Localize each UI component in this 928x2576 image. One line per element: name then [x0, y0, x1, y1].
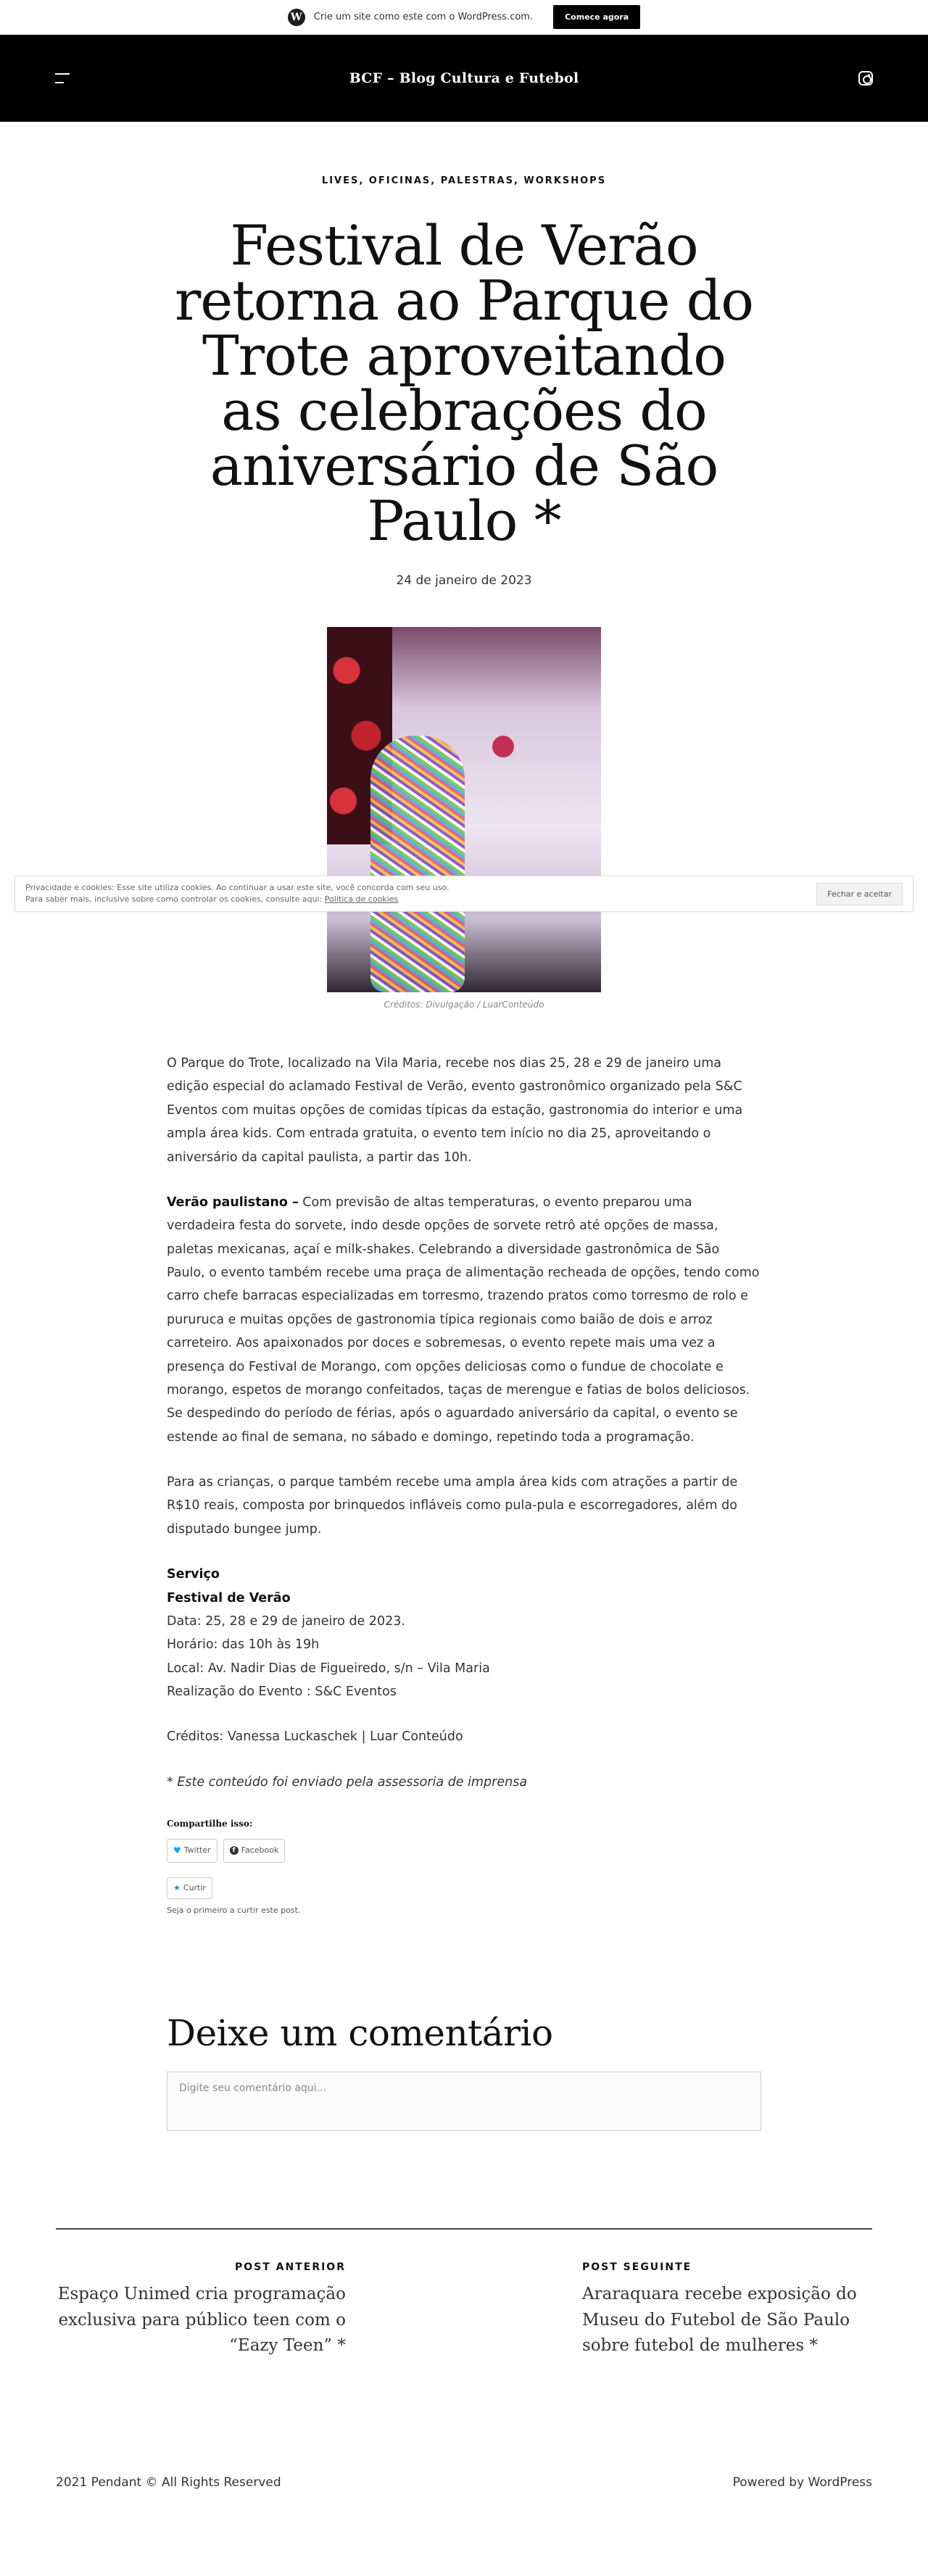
promo-text: Crie um site como este com o WordPress.com.	[313, 12, 534, 22]
comment-section-title: Deixe um comentário	[167, 2012, 553, 2055]
wordpress-promo-bar	[0, 0, 928, 35]
cookie-line-2	[25, 894, 450, 906]
share-buttons	[167, 1839, 761, 1862]
press-disclaimer: * Este conteúdo foi enviado pela assessoria de imprensa	[167, 1774, 528, 1790]
image-caption: Créditos: Divulgação / LuarConteúdo	[384, 1000, 544, 1010]
post-title: Festival de Verão retorna ao Parque do Trote aproveitando as celebrações do aniversário de São Paulo *	[174, 213, 754, 553]
hamburger-menu-icon[interactable]	[55, 73, 70, 83]
post-date[interactable]: 24 de janeiro de 2023	[396, 573, 532, 588]
article-body	[167, 1052, 761, 1918]
chef-logo-mark	[492, 736, 514, 757]
share-title: Compartilhe isso:	[167, 1819, 253, 1829]
site-header	[0, 35, 928, 122]
cookie-line-1: Privacidade e cookies: Esse site utiliza cookies. Ao continuar a usar este site, você concorda com seu uso.	[25, 882, 450, 892]
like-note: Seja o primeiro a curtir este post.	[167, 1905, 301, 1915]
service-organizer: Realização do Evento : S&C Eventos	[167, 1684, 397, 1699]
service-hours: Horário: das 10h às 19h	[167, 1637, 320, 1653]
twitter-icon: ♥	[173, 1845, 181, 1856]
service-date: Data: 25, 28 e 29 de janeiro de 2023.	[167, 1613, 405, 1629]
powered-by-link[interactable]: Powered by WordPress	[732, 2475, 872, 2490]
cookie-banner	[14, 876, 914, 912]
post-navigation	[56, 2228, 872, 2359]
paragraph-2-text: Com previsão de altas temperaturas, o evento preparou uma verdadeira festa do sorvete, indo desde opções de sorvete retrô até opções de massa, paletas mexicanas, açaí e milk-shakes. Celebrando a diversidade gastronômica de São Paulo, o evento também recebe uma praça de alimentação recheada de opções, tendo como carro chefe barracas especializadas em torresmo, trazendo pratos como torresmo de rolo e pururuca e muitas opções de gastronomia típica regionais como baião de dois e arroz carreteiro. Aos apaixonados por doces e sobremesas, o evento repete mais uma vez a presença do Festival de Morango, com opções deliciosas como o fundue de chocolate e morango, espetos de morango confeitados, taças de merengue e fatias de bolos deliciosos. Se despedindo do período de férias, após o aguardado aniversário da capital, o evento se estende ao final de semana, no sábado e domingo, repetindo toda a programação.	[167, 1194, 760, 1445]
twitter-label: Twitter	[183, 1845, 211, 1856]
start-now-button[interactable]: Comece agora	[553, 5, 640, 29]
cookie-text	[25, 882, 450, 906]
facebook-share-button[interactable]	[223, 1839, 286, 1862]
previous-post-label: POST ANTERIOR	[234, 2261, 346, 2274]
post-categories[interactable]: LIVES, OFICINAS, PALESTRAS, WORKSHOPS	[321, 175, 607, 186]
site-title[interactable]: BCF – Blog Cultura e Futebol	[349, 70, 579, 86]
paragraph-1: O Parque do Trote, localizado na Vila Maria, recebe nos dias 25, 28 e 29 de janeiro uma edição especial do aclamado Festival de Verão, evento gastronômico organizado pela S&C Eventos com muitas opções de comidas típicas da estação, gastronomia do interior e uma ampla área kids. Com entrada gratuita, o evento tem início no dia 25, aproveitando o aniversário da capital paulista, a partir das 10h.	[167, 1056, 743, 1165]
next-post-link[interactable]: Araraquara recebe exposição do Museu do Futebol de São Paulo sobre futebol de mulheres *	[582, 2285, 857, 2356]
sprinkle-ice-cream	[370, 736, 465, 992]
instagram-icon[interactable]	[858, 71, 873, 86]
comment-input[interactable]: Digite seu comentário aqui...	[167, 2072, 761, 2131]
next-post	[582, 2261, 872, 2359]
next-post-label: POST SEGUINTE	[582, 2261, 692, 2274]
facebook-icon: f	[230, 1846, 239, 1855]
credits: Créditos: Vanessa Luckaschek | Luar Conteúdo	[167, 1729, 463, 1745]
site-footer	[56, 2475, 872, 2514]
wordpress-logo-icon: W	[288, 9, 305, 26]
service-event: Festival de Verão	[167, 1590, 291, 1605]
service-block	[167, 1563, 761, 1703]
like-label: Curtir	[183, 1882, 206, 1892]
paragraph-2-lead: Verão paulistano –	[167, 1194, 299, 1210]
previous-post	[56, 2261, 346, 2359]
footer-copyright: 2021 Pendant © All Rights Reserved	[56, 2475, 281, 2490]
like-button[interactable]	[167, 1877, 212, 1899]
previous-post-link[interactable]: Espaço Unimed cria programação exclusiva para público teen com o “Eazy Teen” *	[57, 2285, 346, 2356]
paragraph-3: Para as crianças, o parque também recebe uma ampla área kids com atrações a partir de R$10 reais, composta por brinquedos infláveis como pula-pula e escorregadores, além do disputado bungee jump.	[167, 1475, 738, 1537]
featured-image	[324, 627, 601, 992]
close-accept-button[interactable]: Fechar e aceitar	[816, 883, 903, 905]
star-icon: ★	[173, 1882, 181, 1892]
paragraph-2	[167, 1191, 761, 1449]
cookie-line-2-text: Para saber mais, inclusive sobre como controlar os cookies, consulte aqui:	[25, 894, 325, 904]
cookie-policy-link[interactable]: Política de cookies	[324, 894, 399, 904]
twitter-share-button[interactable]	[167, 1839, 218, 1862]
service-place: Local: Av. Nadir Dias de Figueiredo, s/n – Vila Maria	[167, 1661, 490, 1676]
featured-figure	[324, 627, 601, 1010]
facebook-label: Facebook	[241, 1845, 279, 1856]
service-title: Serviço	[167, 1567, 220, 1582]
